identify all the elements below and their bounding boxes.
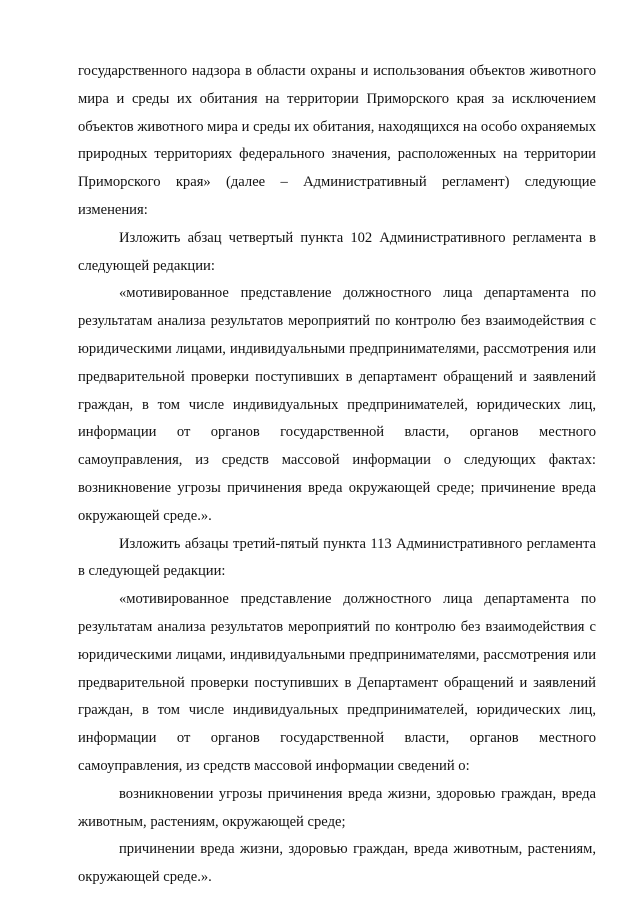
paragraph-quote-102: «мотивированное представление должностного лица департамента по результатам анализа результатов мероприятий по контролю без взаимодействия с юридическими лицами, индивидуальными предпринимателями, рассмотрения или предварительной проверки поступивших в департамент обращений и заявлений граждан, в том числе индивидуальных предпринимателей, юридических лиц, информации от органов государственной власти, органов местного самоуправления, из средств массовой информации о следующих фактах: возникновение угрозы причинения вреда окружающей среде; причинение вреда окружающей среде.».: [78, 285, 596, 524]
paragraph-harm: причинении вреда жизни, здоровью граждан, вреда животным, растениям, окружающей среде.».: [78, 841, 596, 886]
paragraph-quote-113: «мотивированное представление должностного лица департамента по результатам анализа результатов мероприятий по контролю без взаимодействия с юридическими лицами, индивидуальными предпринимателями, рассмотрения или предварительной проверки поступивших в Департамент обращений и заявлений граждан, в том числе индивидуальных предпринимателей, юридических лиц, информации от органов государственной власти, органов местного самоуправления, из средств массовой информации сведений о:: [78, 591, 596, 774]
paragraph-threat: возникновении угрозы причинения вреда жизни, здоровью граждан, вреда животным, растениям, окружающей среде;: [78, 785, 596, 830]
paragraph-amendment-113: Изложить абзацы третий-пятый пункта 113 Административного регламента в следующей редакции:: [78, 535, 596, 580]
paragraph-amendment-102: Изложить абзац четвертый пункта 102 Административного регламента в следующей редакции:: [78, 229, 596, 274]
document-page: [78, 58, 596, 892]
paragraph-continuation: государственного надзора в области охраны и использования объектов животного мира и среды их обитания на территории Приморского края за исключением объектов животного мира и среды их обитания, находящихся на особо охраняемых природных территориях федерального значения, расположенных на территории Приморского края» (далее – Административный регламент) следующие изменения:: [78, 63, 596, 218]
